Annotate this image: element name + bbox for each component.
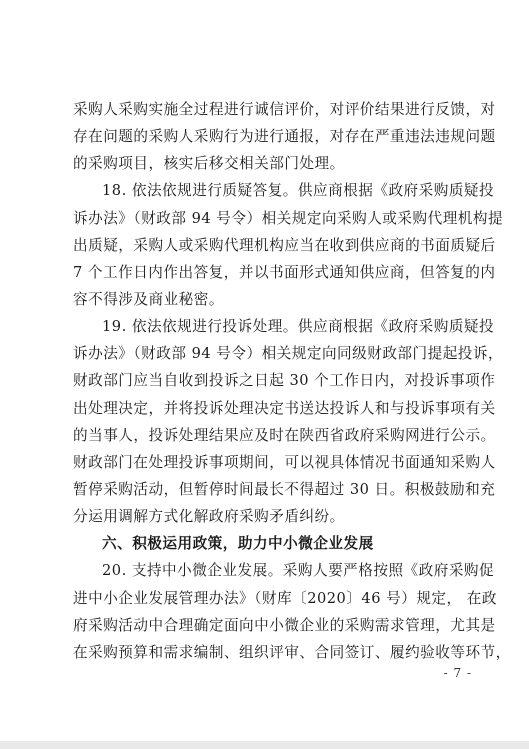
text-line: 暂停采购活动，但暂停时间最长不得超过 30 日。积极鼓励和充 [73, 480, 496, 498]
text-line: 出质疑，采购人或采购代理机构应当在收到供应商的书面质疑后 [73, 236, 496, 254]
text-line: 容不得涉及商业秘密。 [73, 290, 224, 308]
text-line: 在采购预算和需求编制、组织评审、合同签订、履约验收等环节， [73, 643, 511, 661]
text-line: 府采购活动中合理确定面向中小微企业的采购需求管理，尤其是 [73, 616, 496, 634]
text-line: 财政部门在处理投诉事项期间，可以视具体情况书面通知采购人 [73, 453, 496, 471]
body-text [73, 96, 511, 666]
page-number: - 7 - [443, 666, 472, 680]
text-line: 进中小企业发展管理办法》（财库〔2020〕46 号）规定， 在政 [73, 589, 497, 607]
text-line: 存在问题的采购人采购行为进行通报，对存在严重违法违规问题 [73, 128, 496, 146]
text-line: 出处理决定，并将投诉处理决定书送达投诉人和与投诉事项有关 [73, 399, 496, 417]
text-line: 的当事人，投诉处理结果应及时在陕西省政府采购网进行公示。 [73, 426, 496, 444]
text-line: 采购人采购实施全过程进行诚信评价，对评价结果进行反馈，对 [73, 101, 496, 118]
text-line: 分运用调解方式化解政府采购矛盾纠纷。 [73, 508, 345, 526]
paragraph-20-start: 20. 支持中小微企业发展。采购人要严格按照《政府采购促 [102, 562, 495, 580]
text-line: 诉办法》（财政部 94 号令）相关规定向采购人或采购代理机构提 [73, 209, 504, 227]
section-heading: 六、积极运用政策，助力中小微企业发展 [102, 535, 374, 553]
text-line: 7 个工作日内作出答复，并以书面形式通知供应商，但答复的内 [73, 263, 496, 281]
text-line: 的采购项目，核实后移交相关部门处理。 [73, 155, 345, 173]
text-line: 财政部门应当自收到投诉之日起 30 个工作日内，对投诉事项作 [73, 372, 496, 390]
text-line: 诉办法》（财政部 94 号令）相关规定向同级财政部门提起投诉， [73, 345, 504, 363]
page-bottom-edge [0, 741, 529, 749]
paragraph-18-start: 18. 依法依规进行质疑答复。供应商根据《政府采购质疑投 [102, 182, 495, 200]
paragraph-19-start: 19. 依法依规进行投诉处理。供应商根据《政府采购质疑投 [102, 318, 495, 336]
